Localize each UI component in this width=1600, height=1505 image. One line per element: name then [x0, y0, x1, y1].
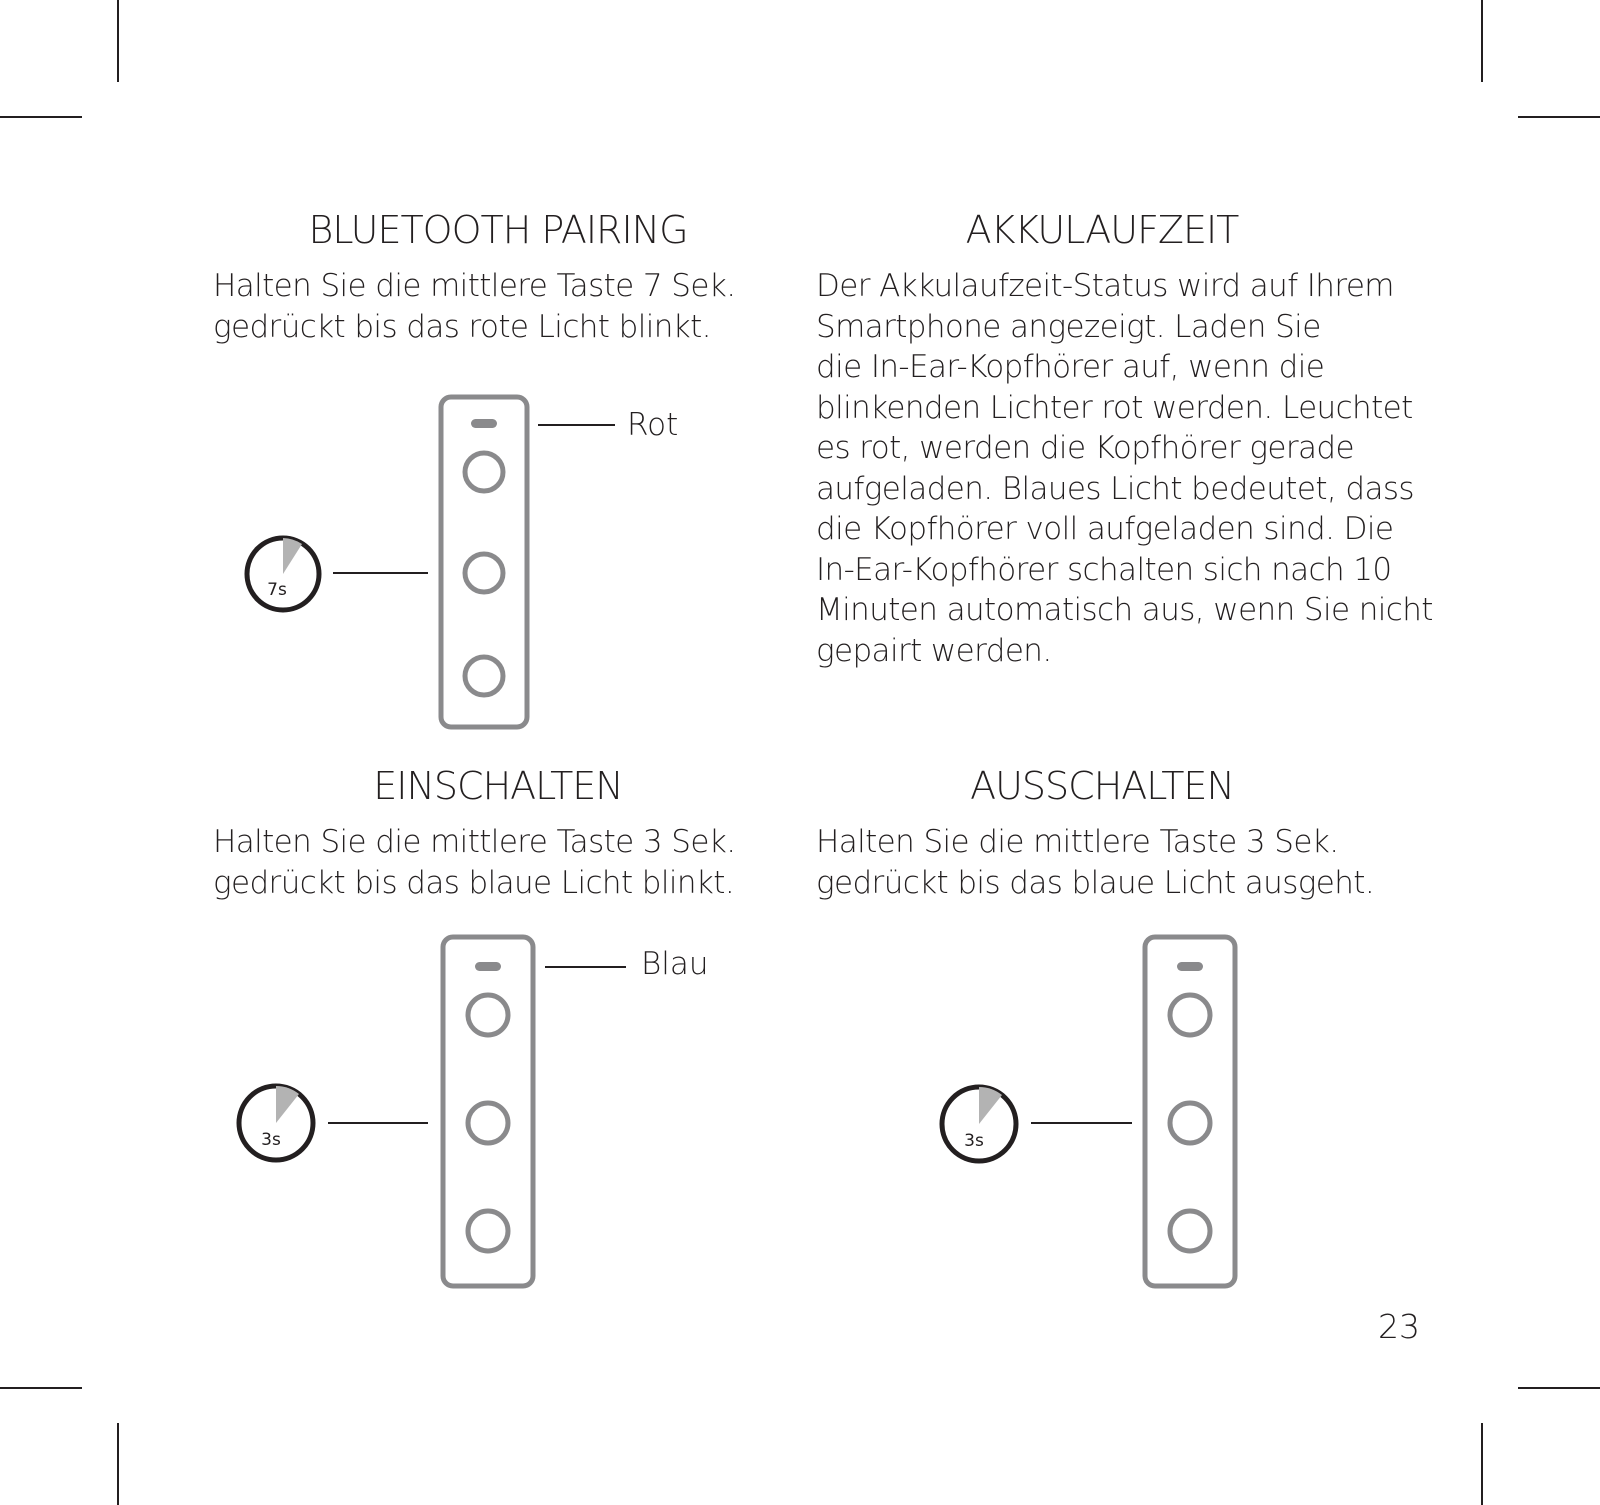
battery-line-4: blinkenden Lichter rot werden. Leuchtet [816, 389, 1413, 426]
battery-heading: AKKULAUFZEIT [965, 208, 1239, 252]
pairing-button-top-icon [465, 453, 503, 491]
power-on-button-top-icon [468, 995, 508, 1035]
pairing-timer-label: 7s [267, 580, 287, 600]
battery-line-2: Smartphone angezeigt. Laden Sie [816, 308, 1321, 345]
power-on-figure [239, 937, 626, 1286]
battery-line-7: die Kopfhörer voll aufgeladen sind. Die [816, 511, 1394, 547]
power-off-button-top-icon [1170, 995, 1210, 1035]
power-off-heading: AUSSCHALTEN [970, 764, 1234, 808]
power-on-earbud-control-icon [443, 937, 533, 1286]
power-off-earbud-control-icon [1145, 937, 1235, 1286]
power-off-button-bottom-icon [1170, 1211, 1210, 1251]
battery-line-5: es rot, werden die Kopfhörer gerade [816, 430, 1354, 466]
power-off-line-1: Halten Sie die mittlere Taste 3 Sek. [816, 824, 1339, 860]
battery-line-3: die In-Ear-Kopfhörer auf, wenn die [816, 349, 1325, 385]
battery-line-1: Der Akkulaufzeit-Status wird auf Ihrem [816, 268, 1394, 304]
power-on-heading: EINSCHALTEN [373, 764, 623, 808]
pairing-button-middle-icon [465, 554, 503, 592]
power-off-timer-label: 3s [964, 1131, 984, 1151]
battery-line-9: Minuten automatisch aus, wenn Sie nicht [816, 592, 1433, 628]
pairing-led-indicator [471, 419, 497, 428]
pairing-light-label: Rot [627, 407, 679, 443]
power-on-button-bottom-icon [468, 1211, 508, 1251]
power-off-led-indicator [1177, 962, 1203, 971]
battery-line-8: In-Ear-Kopfhörer schalten sich nach 10 [816, 551, 1392, 588]
power-on-line-1: Halten Sie die mittlere Taste 3 Sek. [213, 824, 736, 860]
battery-line-10: gepairt werden. [816, 632, 1052, 669]
pairing-heading: BLUETOOTH PAIRING [308, 208, 688, 252]
pairing-button-bottom-icon [465, 657, 503, 695]
pairing-earbud-control-icon [441, 397, 527, 727]
page-number: 23 [1378, 1307, 1420, 1346]
power-on-led-indicator [475, 962, 501, 971]
power-off-button-middle-icon [1170, 1103, 1210, 1143]
power-on-light-label: Blau [641, 946, 709, 982]
power-off-line-2: gedrückt bis das blaue Licht ausgeht. [816, 864, 1375, 901]
power-on-line-2: gedrückt bis das blaue Licht blinkt. [213, 864, 735, 901]
power-on-timer-label: 3s [261, 1130, 281, 1150]
pairing-line-2: gedrückt bis das rote Licht blinkt. [213, 308, 711, 345]
battery-line-6: aufgeladen. Blaues Licht bedeutet, dass [816, 470, 1414, 507]
pairing-figure [247, 397, 615, 727]
power-on-button-middle-icon [468, 1103, 508, 1143]
pairing-line-1: Halten Sie die mittlere Taste 7 Sek. [213, 268, 736, 304]
power-off-figure [942, 937, 1235, 1286]
